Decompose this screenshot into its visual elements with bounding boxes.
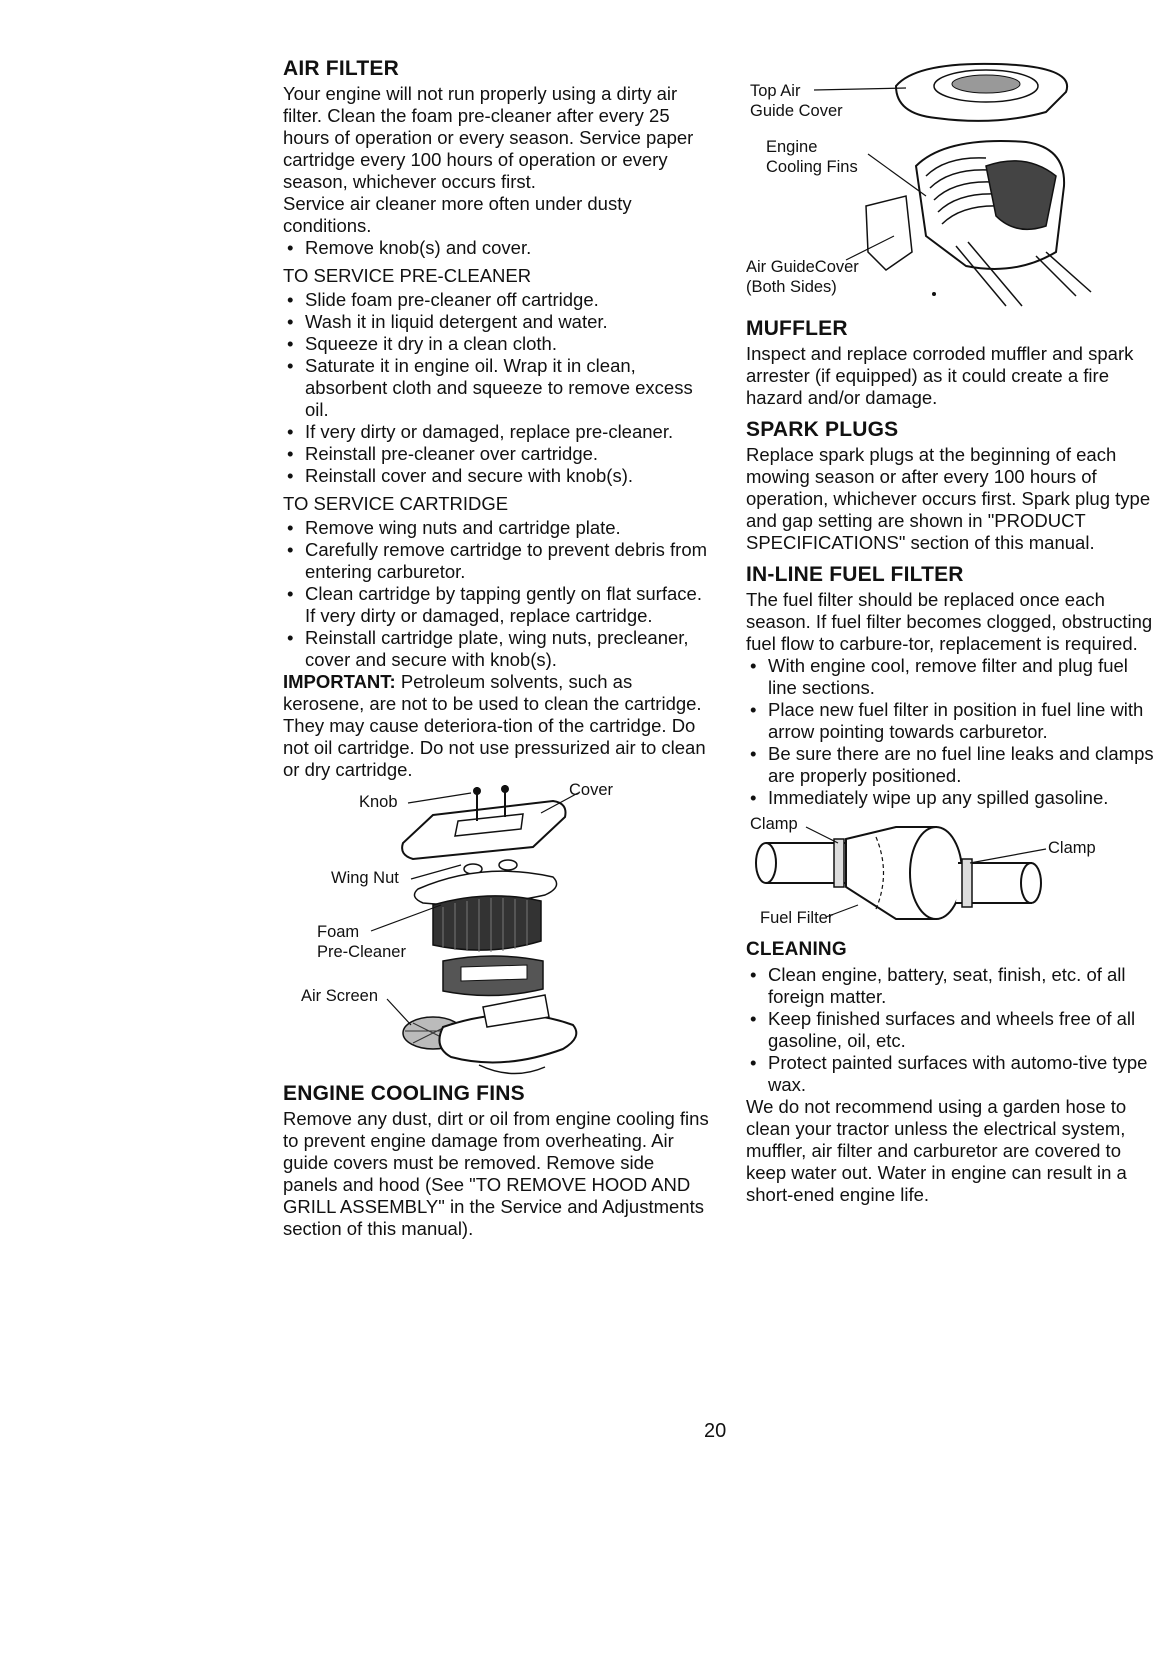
engine-label: Engine — [766, 138, 818, 156]
list-item: • Reinstall cartridge plate, wing nuts, precleaner, cover and secure with knob(s). — [283, 627, 713, 671]
cleaning-heading: CLEANING — [746, 939, 847, 960]
air-filter-heading: AIR FILTER — [283, 57, 399, 80]
air-filter-bullets — [283, 237, 713, 259]
knob-label: Knob — [359, 793, 398, 811]
pre-cleaner-heading: TO SERVICE PRE-CLEANER — [283, 265, 532, 286]
pre-cleaner-steps — [283, 289, 713, 487]
list-item: • Protect painted surfaces with automo-tive type wax. — [746, 1052, 1156, 1096]
cover-label: Cover — [569, 781, 614, 799]
fuel-filter-bullets — [746, 655, 1156, 809]
list-item: • Reinstall pre-cleaner over cartridge. — [283, 443, 713, 465]
list-item: • Remove wing nuts and cartridge plate. — [283, 517, 713, 539]
clamp-right-label: Clamp — [1048, 839, 1096, 857]
spark-plugs-text: Replace spark plugs at the beginning of each mowing season or after every 100 hours of operation, whichever occurs first. Spark plug type and gap setting are shown in "PRODUCT SPECIFICATIONS" section of this manual. — [746, 444, 1151, 553]
spark-plugs-heading: SPARK PLUGS — [746, 418, 899, 441]
list-item: • Saturate it in engine oil. Wrap it in clean, absorbent cloth and squeeze to remove excess oil. — [283, 355, 713, 421]
list-item: • Squeeze it dry in a clean cloth. — [283, 333, 713, 355]
fuel-filter-diagram — [746, 813, 1156, 933]
list-item: • Be sure there are no fuel line leaks and clamps are properly positioned. — [746, 743, 1156, 787]
cooling-fins-label: Cooling Fins — [766, 158, 858, 176]
page-number: 20 — [704, 1420, 727, 1442]
guide-cover-label: Guide Cover — [750, 102, 843, 120]
muffler-heading: MUFFLER — [746, 317, 848, 340]
list-item: • With engine cool, remove filter and plug fuel line sections. — [746, 655, 1156, 699]
fuel-filter-text: The fuel filter should be replaced once each season. If fuel filter becomes clogged, obstructing fuel flow to carbure-tor, replacement is required. — [746, 589, 1153, 654]
list-item: • Place new fuel filter in position in fuel line with arrow pointing towards carburetor. — [746, 699, 1156, 743]
list-item: • If very dirty or damaged, replace pre-cleaner. — [283, 421, 713, 443]
air-filter-intro: Your engine will not run properly using a dirty air filter. Clean the foam pre-cleaner after every 25 hours of operation or every season. Service paper cartridge every 100 hours of operation or every season, whichever occurs first. — [283, 83, 694, 192]
list-item: • Remove knob(s) and cover. — [283, 237, 713, 259]
list-item: • Wash it in liquid detergent and water. — [283, 311, 713, 333]
fuel-filter-label: Fuel Filter — [760, 909, 834, 927]
cleaning-text: We do not recommend using a garden hose to clean your tractor unless the electrical system, muffler, air filter and carburetor are covered to keep water out. Water in engine can result in a short-ened engine life. — [746, 1096, 1127, 1205]
list-item: • Slide foam pre-cleaner off cartridge. — [283, 289, 713, 311]
list-item: • Carefully remove cartridge to prevent debris from entering carburetor. — [283, 539, 713, 583]
cartridge-heading: TO SERVICE CARTRIDGE — [283, 493, 509, 514]
wing-nut-label: Wing Nut — [331, 869, 399, 887]
cleaning-bullets — [746, 964, 1156, 1096]
air-filter-intro-2: Service air cleaner more often under dusty conditions. — [283, 193, 632, 236]
list-item: • Keep finished surfaces and wheels free of all gasoline, oil, etc. — [746, 1008, 1156, 1052]
list-item: • Immediately wipe up any spilled gasoline. — [746, 787, 1156, 809]
air-guide-cover-label: Air GuideCover — [746, 258, 859, 276]
both-sides-label: (Both Sides) — [746, 278, 837, 296]
right-column — [746, 56, 1156, 1206]
important-label: IMPORTANT: — [283, 671, 396, 692]
engine-drawing — [746, 56, 1156, 316]
cooling-fins-heading: ENGINE COOLING FINS — [283, 1082, 525, 1105]
pre-cleaner-label: Pre-Cleaner — [317, 943, 406, 961]
top-air-label: Top Air — [750, 82, 801, 100]
list-item: • Clean engine, battery, seat, finish, etc. of all foreign matter. — [746, 964, 1156, 1008]
important-text: Petroleum solvents, such as kerosene, are not to be used to clean the cartridge. They may cause deteriora-tion of the cartridge. Do not oil cartridge. Do not use pressurized air to clean or dry cartridge. — [283, 671, 706, 780]
list-item: • Reinstall cover and secure with knob(s). — [283, 465, 713, 487]
list-item: • Clean cartridge by tapping gently on flat surface. If very dirty or damaged, replace cartridge. — [283, 583, 713, 627]
left-column — [283, 56, 713, 1240]
cartridge-steps — [283, 517, 713, 671]
air-screen-label: Air Screen — [301, 987, 379, 1005]
engine-diagram — [746, 56, 1156, 316]
foam-label: Foam — [317, 923, 360, 941]
fuel-filter-heading: IN-LINE FUEL FILTER — [746, 563, 964, 586]
air-filter-diagram — [283, 781, 713, 1081]
clamp-left-label: Clamp — [750, 815, 798, 833]
cooling-fins-text: Remove any dust, dirt or oil from engine cooling fins to prevent engine damage from overheating. Air guide covers must be removed. Remove side panels and hood (See "TO REMOVE HOOD AND GRILL ASSEMBLY" in the Service and Adjustments section of this manual). — [283, 1108, 709, 1239]
muffler-text: Inspect and replace corroded muffler and spark arrester (if equipped) as it could create a fire hazard and/or damage. — [746, 343, 1134, 408]
important-note — [283, 671, 713, 781]
